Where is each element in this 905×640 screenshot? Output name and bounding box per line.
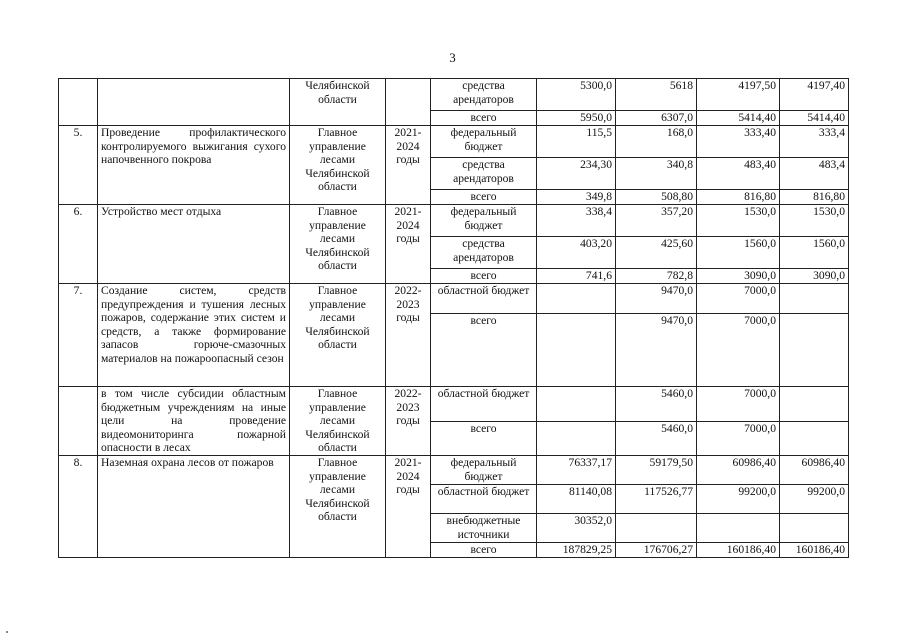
value-cell: 30352,0 xyxy=(537,513,616,542)
value-cell xyxy=(616,513,697,542)
scan-speck xyxy=(6,631,8,633)
value-cell: 117526,77 xyxy=(616,484,697,513)
value-cell: 3090,0 xyxy=(697,269,780,284)
value-cell: 7000,0 xyxy=(697,387,780,422)
value-cell: 3090,0 xyxy=(780,269,849,284)
value-cell xyxy=(780,422,849,456)
executor-cell: Челябинской области xyxy=(290,79,386,126)
value-cell: 6307,0 xyxy=(616,111,697,126)
value-cell: 483,4 xyxy=(780,158,849,190)
value-cell: 99200,0 xyxy=(697,484,780,513)
value-cell: 425,60 xyxy=(616,237,697,269)
value-cell: 340,8 xyxy=(616,158,697,190)
value-cell xyxy=(780,284,849,314)
value-cell: 5460,0 xyxy=(616,387,697,422)
value-cell: 76337,17 xyxy=(537,455,616,484)
activity-cell: Проведение профилактического контролируемого выжигания сухого напочвенного покрова xyxy=(98,126,290,205)
value-cell: 59179,50 xyxy=(616,455,697,484)
value-cell: 4197,50 xyxy=(697,79,780,111)
value-cell: 1560,0 xyxy=(697,237,780,269)
value-cell: 816,80 xyxy=(697,190,780,205)
source-cell: всего xyxy=(431,314,537,387)
source-cell: всего xyxy=(431,422,537,456)
value-cell: 483,40 xyxy=(697,158,780,190)
source-cell: всего xyxy=(431,542,537,557)
value-cell: 9470,0 xyxy=(616,284,697,314)
value-cell: 160186,40 xyxy=(697,542,780,557)
value-cell: 81140,08 xyxy=(537,484,616,513)
value-cell: 403,20 xyxy=(537,237,616,269)
table-row xyxy=(59,126,849,158)
value-cell: 5300,0 xyxy=(537,79,616,111)
value-cell xyxy=(537,422,616,456)
source-cell: федеральный бюджет xyxy=(431,126,537,158)
activity-cell: Устройство мест отдыха xyxy=(98,205,290,284)
value-cell: 176706,27 xyxy=(616,542,697,557)
value-cell: 168,0 xyxy=(616,126,697,158)
value-cell: 99200,0 xyxy=(780,484,849,513)
source-cell: всего xyxy=(431,190,537,205)
table-row xyxy=(59,205,849,237)
value-cell: 7000,0 xyxy=(697,284,780,314)
executor-cell: Главное управление лесами Челябинской области xyxy=(290,455,386,557)
value-cell: 333,4 xyxy=(780,126,849,158)
value-cell: 349,8 xyxy=(537,190,616,205)
value-cell: 5414,40 xyxy=(780,111,849,126)
value-cell: 115,5 xyxy=(537,126,616,158)
row-number: 6. xyxy=(59,205,98,284)
budget-table xyxy=(58,78,849,558)
years-cell: 2022-2023 годы xyxy=(386,387,431,456)
value-cell: 5414,40 xyxy=(697,111,780,126)
years-cell: 2021-2024 годы xyxy=(386,205,431,284)
value-cell xyxy=(780,314,849,387)
value-cell: 7000,0 xyxy=(697,422,780,456)
source-cell: федеральный бюджет xyxy=(431,455,537,484)
years-cell: 2022-2023 годы xyxy=(386,284,431,387)
value-cell: 234,30 xyxy=(537,158,616,190)
value-cell: 5460,0 xyxy=(616,422,697,456)
value-cell: 1530,0 xyxy=(697,205,780,237)
source-cell: федеральный бюджет xyxy=(431,205,537,237)
years-cell: 2021-2024 годы xyxy=(386,455,431,557)
value-cell xyxy=(537,314,616,387)
table-row xyxy=(59,455,849,484)
row-number: 8. xyxy=(59,455,98,557)
value-cell: 333,40 xyxy=(697,126,780,158)
value-cell: 816,80 xyxy=(780,190,849,205)
activity-cell: Наземная охрана лесов от пожаров xyxy=(98,455,290,557)
table-row xyxy=(59,79,849,111)
source-cell: средства арендаторов xyxy=(431,79,537,111)
value-cell: 7000,0 xyxy=(697,314,780,387)
row-number: 7. xyxy=(59,284,98,387)
source-cell: средства арендаторов xyxy=(431,158,537,190)
source-cell: областной бюджет xyxy=(431,484,537,513)
executor-cell: Главное управление лесами Челябинской области xyxy=(290,205,386,284)
activity-cell: в том числе субсидии областным бюджетным учреждениям на иные цели на проведение видеомониторинга пожарной опасности в лесах xyxy=(98,387,290,456)
source-cell: средства арендаторов xyxy=(431,237,537,269)
value-cell xyxy=(537,387,616,422)
value-cell: 508,80 xyxy=(616,190,697,205)
executor-cell: Главное управление лесами Челябинской области xyxy=(290,126,386,205)
source-cell: внебюджетные источники xyxy=(431,513,537,542)
value-cell xyxy=(780,387,849,422)
value-cell: 187829,25 xyxy=(537,542,616,557)
value-cell: 782,8 xyxy=(616,269,697,284)
executor-cell: Главное управление лесами Челябинской области xyxy=(290,387,386,456)
value-cell: 60986,40 xyxy=(780,455,849,484)
value-cell: 5950,0 xyxy=(537,111,616,126)
value-cell: 741,6 xyxy=(537,269,616,284)
source-cell: всего xyxy=(431,111,537,126)
source-cell: всего xyxy=(431,269,537,284)
row-number: 5. xyxy=(59,126,98,205)
value-cell: 160186,40 xyxy=(780,542,849,557)
years-cell: 2021-2024 годы xyxy=(386,126,431,205)
value-cell: 60986,40 xyxy=(697,455,780,484)
source-cell: областной бюджет xyxy=(431,387,537,422)
value-cell xyxy=(697,513,780,542)
value-cell: 1530,0 xyxy=(780,205,849,237)
value-cell: 5618 xyxy=(616,79,697,111)
table-row xyxy=(59,284,849,314)
value-cell xyxy=(780,513,849,542)
page-number: 3 xyxy=(449,50,456,65)
value-cell: 357,20 xyxy=(616,205,697,237)
value-cell: 4197,40 xyxy=(780,79,849,111)
source-cell: областной бюджет xyxy=(431,284,537,314)
value-cell: 338,4 xyxy=(537,205,616,237)
value-cell xyxy=(537,284,616,314)
executor-cell: Главное управление лесами Челябинской области xyxy=(290,284,386,387)
value-cell: 1560,0 xyxy=(780,237,849,269)
activity-cell: Создание систем, средств предупреждения и тушения лесных пожаров, содержание этих систем и средств, а также формирование запасов горюче-смазочных материалов на пожароопасный сезон xyxy=(98,284,290,387)
value-cell: 9470,0 xyxy=(616,314,697,387)
table-row xyxy=(59,387,849,422)
